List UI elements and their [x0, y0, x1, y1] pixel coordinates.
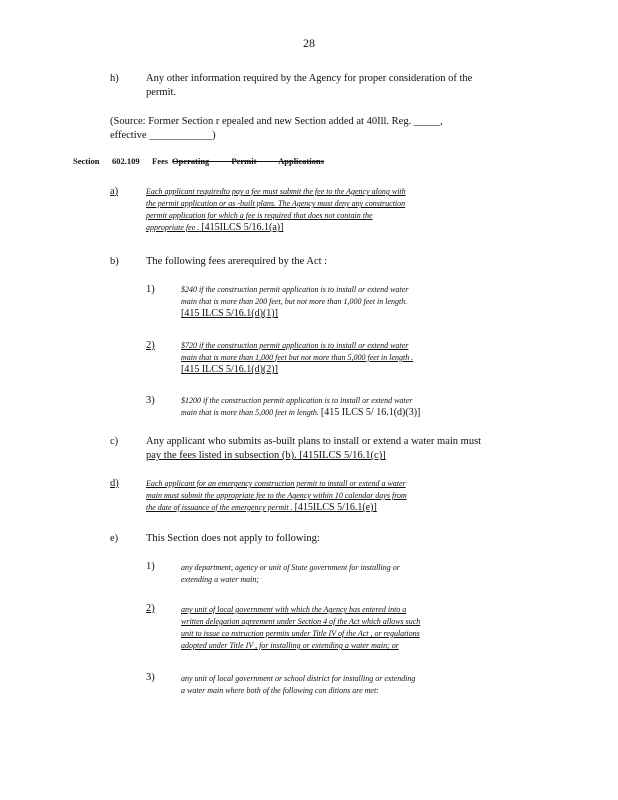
- item-e1-line1: any department, agency or unit of State government for installing or: [181, 563, 400, 572]
- item-b2-text: [181, 340, 521, 376]
- item-e2-line4: adopted under Title IV , for installing or extending a water main; or: [181, 641, 399, 650]
- section-number: 602.109: [112, 156, 140, 166]
- item-b3-text: [181, 395, 521, 419]
- item-b2-line2: main that is more than 1,000 feet but not more than 5,000 feet in length .: [181, 353, 414, 362]
- item-e3-line2: a water main where both of the following con ditions are met:: [181, 686, 379, 695]
- item-e1-text: [181, 562, 507, 586]
- item-b3-line1: $1200 if the construction permit application is to install or extend water: [181, 396, 413, 405]
- item-e-text: This Section does not apply to following:: [146, 533, 320, 544]
- item-e2-label: 2): [146, 603, 155, 614]
- item-a-text: [146, 186, 530, 234]
- item-c-ref: [415ILCS 5/16.1(c)]: [299, 450, 386, 461]
- item-e3-line1: any unit of local government or school district for installing or extending: [181, 674, 416, 683]
- item-d-ref: [415ILCS 5/16.1(e)]: [294, 502, 377, 513]
- section-title-struck: Operating Permit Applications: [172, 156, 324, 166]
- item-a-line2: the permit application or as -built plans. The Agency must deny any construction: [146, 199, 406, 208]
- page-number: 28: [303, 36, 315, 50]
- item-a-line4: appropriate fee .: [146, 223, 200, 232]
- item-a-ref: [415ILCS 5/16.1(a)]: [201, 222, 284, 233]
- item-d-line3: the date of issuance of the emergency permit .: [146, 503, 293, 512]
- item-b1-label: 1): [146, 284, 155, 295]
- item-c-line1: Any applicant who submits as-built plans to install or extend a water main must: [146, 436, 482, 447]
- item-e2-line3: unit to issue co nstruction permits under Title IV of the Act , or regulations: [181, 629, 420, 638]
- item-b-text: The following fees arerequired by the Act :: [146, 256, 328, 267]
- item-e3-label: 3): [146, 672, 155, 683]
- item-b3-label: 3): [146, 395, 155, 406]
- item-e2-line2: written delegation agreement under Section 4 of the Act which allows such: [181, 617, 421, 626]
- item-h-text: [146, 72, 520, 100]
- item-e3-text: [181, 673, 521, 697]
- item-h-line2: permit.: [146, 87, 177, 98]
- item-e1-line2: extending a water main;: [181, 575, 259, 584]
- item-e2-line1: any unit of local government with which the Agency has entered into a: [181, 605, 407, 614]
- item-e-label: e): [110, 533, 119, 544]
- item-a-label: a): [110, 186, 119, 197]
- item-c-line2: pay the fees listed in subsection (b).: [146, 450, 297, 461]
- item-e1-label: 1): [146, 561, 155, 572]
- item-b-label: b): [110, 256, 119, 267]
- item-d-text: [146, 478, 530, 514]
- item-b3-ref: [415 ILCS 5/ 16.1(d)(3)]: [320, 407, 421, 418]
- section-word: Section: [73, 156, 100, 166]
- item-c-text: [146, 435, 530, 463]
- item-d-line2: main must submit the appropriate fee to the Agency within 10 calendar days from: [146, 491, 407, 500]
- item-b1-text: [181, 284, 513, 320]
- source-line2: effective ____________): [110, 130, 216, 141]
- item-d-label: d): [110, 478, 119, 489]
- item-b2-label: 2): [146, 340, 155, 351]
- source-line1: (Source: Former Section r epealed and new Section added at 40Ill. Reg. _____,: [110, 116, 443, 127]
- item-d-line1: Each applicant for an emergency construction permit to install or extend a water: [146, 479, 406, 488]
- item-b3-line2: main that is more than 5,000 feet in length.: [181, 408, 319, 417]
- item-c-label: c): [110, 436, 119, 447]
- item-b1-line2: main that is more than 200 feet, but not more than 1,000 feet in length.: [181, 297, 408, 306]
- item-b2-line1: $720 if the construction permit application is to install or extend water: [181, 341, 409, 350]
- item-b1-ref: [415 ILCS 5/16.1(d)(1)]: [181, 308, 278, 319]
- item-h-label: h): [110, 73, 119, 84]
- item-e2-text: [181, 604, 531, 652]
- section-title-fees: Fees: [152, 156, 169, 166]
- item-a-line1: Each applicant requiredto pay a fee must submit the fee to the Agency along with: [146, 187, 406, 196]
- item-h-line1: Any other information required by the Agency for proper consideration of the: [146, 73, 473, 84]
- source-note: [110, 115, 490, 143]
- item-a-line3: permit application for which a fee is required that does not contain the: [146, 211, 373, 220]
- item-b1-line1: $240 if the construction permit application is to install or extend water: [181, 285, 409, 294]
- item-b2-ref: [415 ILCS 5/16.1(d)(2)]: [181, 364, 278, 375]
